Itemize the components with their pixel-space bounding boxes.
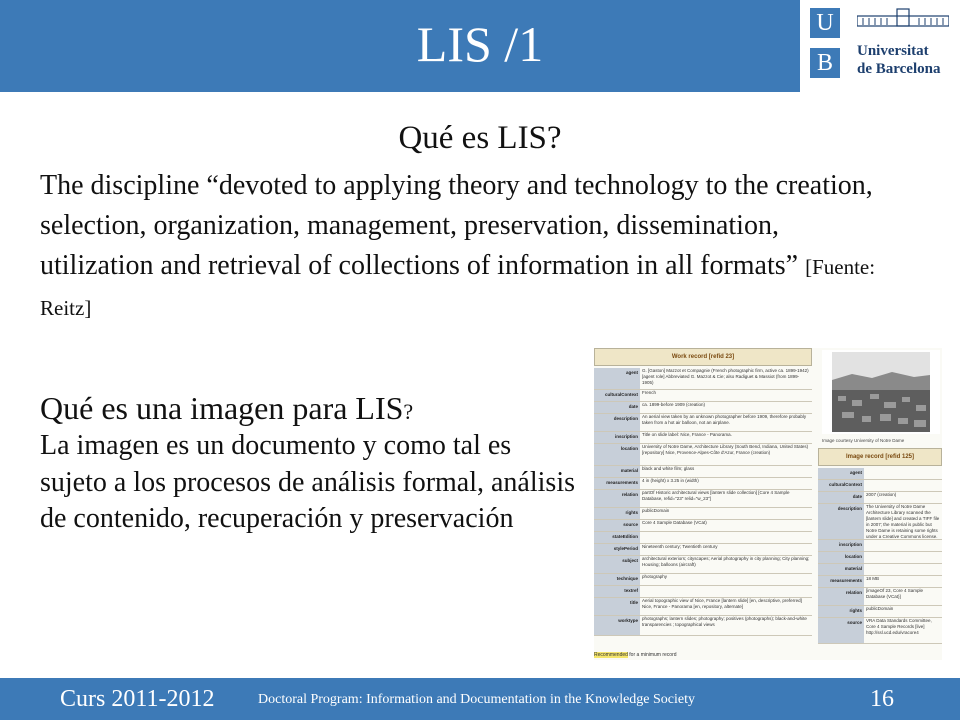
logo-letter-u: U: [810, 8, 840, 38]
image-record-row: [818, 588, 942, 606]
work-record-row-value: publicDomain: [642, 508, 670, 513]
work-record-row-label: date: [594, 402, 640, 413]
image-record-row-label: agent: [818, 468, 864, 479]
image-record-row: [818, 540, 942, 552]
work-record-row-label: location: [594, 444, 640, 465]
work-record-row-label: material: [594, 466, 640, 477]
image-record-row: [818, 552, 942, 564]
footer-bar: [0, 678, 960, 720]
image-record-row-value: VRA Data Standards Committee, Core 4 Sample Records [live] http://ssl.ucd.edu/vracore4: [866, 618, 932, 635]
work-record-row: [594, 508, 812, 520]
university-logo: [800, 0, 960, 92]
work-record-row: [594, 598, 812, 616]
work-record-row: [594, 556, 812, 574]
image-record-row-label: rights: [818, 606, 864, 617]
image-record-row: [818, 564, 942, 576]
work-record-header: [594, 348, 812, 366]
work-record-row-label: source: [594, 520, 640, 531]
work-record-row-label: agent: [594, 368, 640, 389]
image-record-row-label: description: [818, 504, 864, 539]
work-record-row-value: photographs; lantern slides; photography; positives (photographs); black-and-white transparencies ; topographical views: [642, 616, 807, 627]
work-record-row: [594, 466, 812, 478]
work-record-row: [594, 402, 812, 414]
image-record-row-label: material: [818, 564, 864, 575]
image-record-header: [818, 448, 942, 466]
image-record-row: [818, 576, 942, 588]
image-record-row-value: [imageOf 23, Core 4 Sample Database (VCat)]: [866, 588, 924, 599]
image-record-row-value: publicDomain: [866, 606, 894, 611]
work-record-row-value: photography: [642, 574, 668, 579]
work-record-row-value: Aerial topographic view of Nice, France [lantern slide] [en, descriptive, preferred] Nice, France - Panorama [en, repository, alternate]: [642, 598, 802, 609]
logo-letter-b: B: [810, 48, 840, 78]
work-record-row-label: rights: [594, 508, 640, 519]
work-record-row-label: stylePeriod: [594, 544, 640, 555]
image-record-row-label: source: [818, 618, 864, 643]
work-record-row-label: description: [594, 414, 640, 431]
work-record-row-value: French: [642, 390, 657, 395]
work-record-row: [594, 544, 812, 556]
footnote-highlight: Recommended: [594, 652, 628, 658]
image-record-row-value: The University of Notre Dame Architecture Library scanned the [lantern slide] and created a TIFF file in 2007; the material is public but Notre Dame is retaining some rights under a Creative Commons license.: [866, 504, 940, 539]
work-record-row-label: technique: [594, 574, 640, 585]
work-record-footnote: [594, 652, 677, 658]
lis-definition: [40, 166, 880, 328]
work-record-row: [594, 532, 812, 544]
definition-source: [Fuente: Reitz]: [40, 255, 876, 320]
work-record-row: [594, 574, 812, 586]
image-record-row: [818, 492, 942, 504]
image-record-row: [818, 504, 942, 540]
image-record-row-label: location: [818, 552, 864, 563]
question-image: [40, 388, 413, 432]
logo-line-1: Universitat: [857, 43, 929, 59]
work-record-row: [594, 444, 812, 466]
image-record-row-label: inscription: [818, 540, 864, 551]
work-record-row-value: Nineteenth century; Twentieth century: [642, 544, 718, 549]
building-icon: [857, 6, 949, 28]
slide-title: LIS /1: [416, 16, 544, 72]
work-record-row-label: relation: [594, 490, 640, 507]
work-record-row-value: 4 in (height) x 3.25 in (width): [642, 478, 699, 483]
course-label: Curs 2011-2012: [60, 686, 215, 712]
work-record-row-value: Title on slide label: Nice, France - Panorama.: [642, 432, 732, 437]
work-record-row-label: title: [594, 598, 640, 615]
image-record-table: [818, 448, 942, 660]
aerial-photo: [822, 350, 940, 434]
work-record-row-value: Core 4 Sample Database (VCat): [642, 520, 707, 525]
definition-text: The discipline “devoted to applying theory and technology to the creation, selection, organization, management, preservation, dissemination, utilization and retrieval of collections of information in all formats”: [40, 170, 873, 281]
question-image-text: Qué es una imagen para LIS: [40, 390, 404, 426]
work-record-row: [594, 490, 812, 508]
image-record-row-label: date: [818, 492, 864, 503]
image-record-tag: [refid 125]: [885, 454, 915, 460]
image-record-row-label: culturalContext: [818, 480, 864, 491]
image-record-row-value: 18 MB: [866, 576, 880, 581]
work-record-row: [594, 586, 812, 598]
page-number: 16: [870, 686, 894, 712]
work-record-row: [594, 390, 812, 402]
image-record-row: [818, 618, 942, 644]
work-record-row-value: black and white film; glass: [642, 466, 695, 471]
work-record-row: [594, 432, 812, 444]
image-record-row-value: 2007 (creation): [866, 492, 897, 497]
photo-caption: Image courtesy University of Notre Dame: [822, 438, 905, 443]
work-record-row: [594, 368, 812, 390]
work-record-tag: [refid 23]: [708, 354, 735, 360]
work-record-row-label: worktype: [594, 616, 640, 635]
question-lis: Qué es LIS?: [398, 120, 562, 156]
work-record-title: Work record: [671, 354, 708, 360]
question-image-mark: ?: [403, 399, 414, 424]
work-record-row: [594, 478, 812, 490]
image-record-row: [818, 468, 942, 480]
work-record-row-label: inscription: [594, 432, 640, 443]
work-record-row: [594, 414, 812, 432]
footnote-text: for a minimum record: [627, 652, 677, 658]
work-record-row-label: stateEdition: [594, 532, 640, 543]
image-record-row-label: relation: [818, 588, 864, 605]
work-record-row-label: subject: [594, 556, 640, 573]
metadata-records-figure: [594, 348, 942, 660]
image-answer: La imagen es un documento y como tal es sujeto a los procesos de análisis formal, análisis de contenido, recuperación y preservación: [40, 430, 575, 534]
image-record-row-label: measurements: [818, 576, 864, 587]
work-record-row-value: architectural exteriors; cityscapes; Aerial photography in city planning; City planning; Housing; balloons (aircraft): [642, 556, 810, 567]
work-record-table: [594, 348, 812, 660]
work-record-row-label: culturalContext: [594, 390, 640, 401]
program-label: Doctoral Program: Information and Documentation in the Knowledge Society: [258, 692, 696, 707]
work-record-row-value: G. [Gaston] Mazzot et Compagnie (French photographic firm, active ca. 1899-1942) [agent role] Abbreviated G. Mazzot & Cie; also Radiguet & Massiot (from 1899-1905): [642, 368, 809, 385]
work-record-row-value: ca. 1899-before 1909 (creation): [642, 402, 706, 407]
image-record-title: Image record: [845, 454, 884, 460]
image-record-row: [818, 606, 942, 618]
work-record-row: [594, 520, 812, 532]
work-record-row-value: partOf Historic architectural views [lantern slide collection] [Core 4 Sample Database, refid="23" relid="w_23"]: [642, 490, 790, 501]
work-record-row-value: An aerial view taken by an unknown photographer before 1909, therefore probably taken from a hot air balloon, not an airplane.: [642, 414, 807, 425]
logo-line-2: de Barcelona: [857, 61, 941, 77]
work-record-row-label: measurements: [594, 478, 640, 489]
work-record-row-label: textref: [594, 586, 640, 597]
title-bar: [0, 0, 960, 92]
work-record-row: [594, 616, 812, 636]
work-record-row-value: University of Notre Dame, Architecture Library (South Bend, Indiana, United States) [repository] Nice, Provence-Alpes-Côte d'Azur, France (creation): [642, 444, 809, 455]
image-record-row: [818, 480, 942, 492]
